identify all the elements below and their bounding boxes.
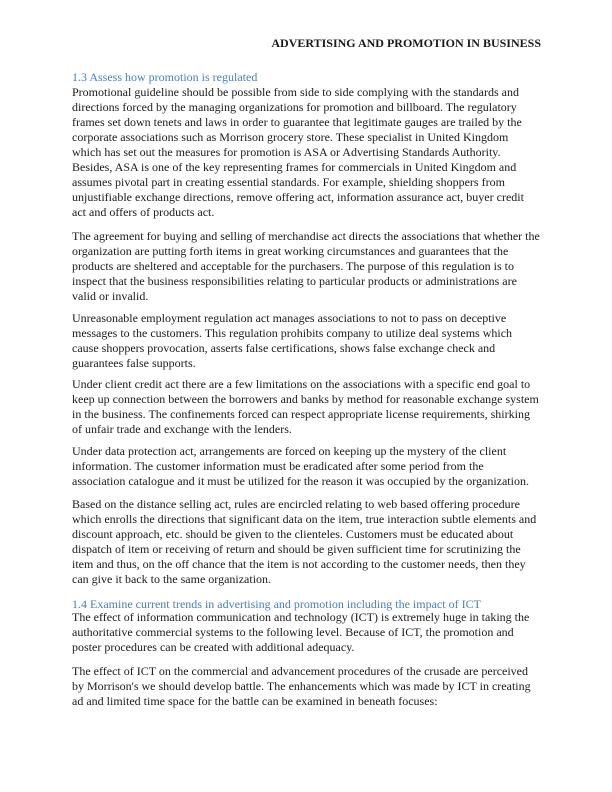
paragraph-line: discount approach, etc. should be given to the clienteles. Customers must be educated about bbox=[72, 526, 514, 541]
paragraph-line: Unreasonable employment regulation act manages associations to not to pass on deceptive bbox=[72, 311, 507, 325]
paragraph-line: authoritative commercial systems to the following level. Because of ICT, the promotion and bbox=[72, 624, 514, 639]
paragraph-line: Under data protection act, arrangements are forced on keeping up the mystery of the client bbox=[72, 444, 507, 458]
paragraph-line: The effect of information communication and technology (ICT) is extremely huge in taking the bbox=[72, 610, 530, 624]
paragraph-line: item and thus, on the off chance that the item is not according to the customer needs, then they bbox=[72, 556, 526, 571]
paragraph-line: organization are putting forth items in great working circumstances and guarantees that the bbox=[72, 243, 509, 258]
paragraph-line: dispatch of item or receiving of return and should be given sufficient time for scrutinizing the bbox=[72, 541, 521, 556]
paragraph-line: of unfair trade and exchange with the lenders. bbox=[72, 421, 292, 436]
paragraph-line: The effect of ICT on the commercial and advancement procedures of the crusade are perceived bbox=[72, 664, 528, 678]
paragraph-line: Based on the distance selling act, rules are encircled relating to web based offering procedure bbox=[72, 497, 520, 511]
paragraph-line: assumes pivotal part in creating essential standards. For example, shielding shoppers from bbox=[72, 174, 505, 189]
paragraph-line: inspect that the business responsibilities relating to particular products or administrations are bbox=[72, 273, 517, 288]
paragraph-line: keep up connection between the borrowers and banks by method for reasonable exchange system bbox=[72, 391, 539, 406]
paragraph-line: association catalogue and it must be utilized for the reason it was occupied by the organization. bbox=[72, 473, 529, 488]
paragraph bbox=[72, 229, 552, 304]
paragraph-line: products are sheltered and acceptable for the purchasers. The purpose of this regulation is to bbox=[72, 258, 514, 273]
paragraph bbox=[72, 444, 552, 489]
paragraph-line: The agreement for buying and selling of merchandise act directs the associations that whether the bbox=[72, 229, 540, 243]
paragraph bbox=[72, 311, 552, 371]
paragraph bbox=[72, 497, 552, 587]
paragraph-line: Promotional guideline should be possible from side to side complying with the standards and bbox=[72, 85, 519, 99]
section-heading-1-3: 1.3 Assess how promotion is regulated bbox=[72, 70, 258, 84]
paragraph-line: unjustifiable exchange directions, remove offering act, information assurance act, buyer credit bbox=[72, 189, 524, 204]
paragraph bbox=[72, 85, 552, 220]
paragraph-line: information. The customer information must be eradicated after some period from the bbox=[72, 458, 484, 473]
paragraph-line: corporate associations such as Morrison grocery store. These specialist in United Kingdom bbox=[72, 129, 509, 144]
paragraph bbox=[72, 664, 552, 709]
paragraph-line: guarantees false supports. bbox=[72, 355, 196, 370]
paragraph-line: act and offers of products act. bbox=[72, 204, 215, 219]
paragraph-line: poster procedures can be created with additional adequacy. bbox=[72, 639, 355, 654]
paragraph bbox=[72, 610, 552, 655]
paragraph bbox=[72, 377, 552, 437]
paragraph-line: valid or invalid. bbox=[72, 288, 149, 303]
section-heading-1-4: 1.4 Examine current trends in advertising and promotion including the impact of ICT bbox=[72, 597, 481, 611]
paragraph-line: Besides, ASA is one of the key representing frames for commercials in United Kingdom and bbox=[72, 159, 517, 174]
running-header: ADVERTISING AND PROMOTION IN BUSINESS bbox=[271, 36, 541, 50]
paragraph-line: directions forced by the managing organizations for promotion and billboard. The regulatory bbox=[72, 99, 517, 114]
paragraph-line: by Morrison's we should develop battle. The enhancements which was made by ICT in creating bbox=[72, 678, 531, 693]
paragraph-line: which enrolls the directions that significant data on the item, true interaction subtle elements and bbox=[72, 511, 537, 526]
paragraph-line: messages to the customers. This regulation prohibits company to utilize deal systems which bbox=[72, 325, 513, 340]
paragraph-line: cause shoppers provocation, asserts false certifications, shows false exchange check and bbox=[72, 340, 496, 355]
paragraph-line: ad and limited time space for the battle can be examined in beneath focuses: bbox=[72, 693, 438, 708]
paragraph-line: in the business. The confinements forced can respect appropriate license requirements, shirking bbox=[72, 406, 530, 421]
paragraph-line: which has set out the measures for promotion is ASA or Advertising Standards Authority. bbox=[72, 144, 501, 159]
paragraph-line: can give it back to the same organization. bbox=[72, 571, 272, 586]
paragraph-line: Under client credit act there are a few limitations on the associations with a specific end goal to bbox=[72, 377, 531, 391]
paragraph-line: frames set down tenets and laws in order to guarantee that legitimate gauges are trailed by the bbox=[72, 114, 522, 129]
